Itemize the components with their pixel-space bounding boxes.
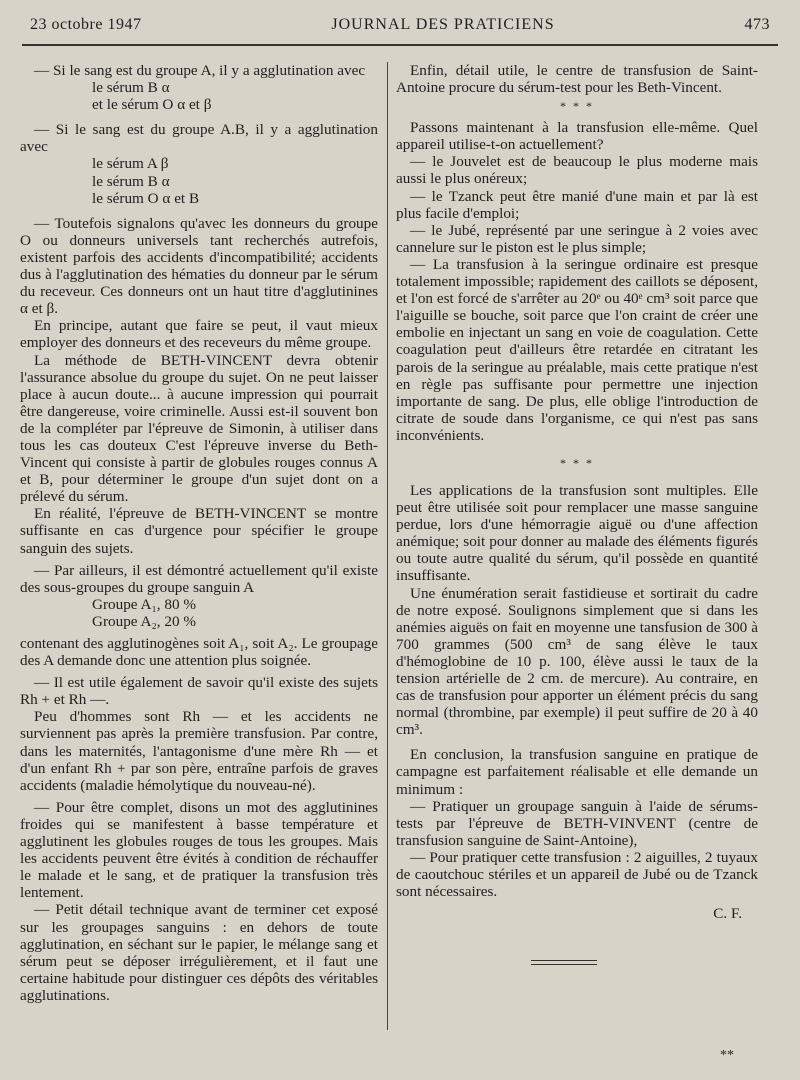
paragraph: — le Jouvelet est de beaucoup le plus moderne mais aussi le plus onéreux; [396, 153, 758, 188]
paragraph: En conclusion, la transfusion sanguine en pratique de campagne est parfaitement réalisable et elle demande un minimum : [396, 746, 758, 798]
paragraph: Une énumération serait fastidieuse et sortirait du cadre de notre exposé. Soulignons simplement que si dans les anémies aiguës on fait en moyenne une tansfusion de 300 à 700 grammes (500 cm³ de sang élève le taux d'hémoglobine de 10 p. 100, élève aussi le taux de la tension artérielle de 2 cm. de mercure). Au contraire, en cas de transfusion pour apporter un élément précis du sang normal (thrombine, par exemple) il peut suffire de 20 à 40 cm³. [396, 584, 758, 739]
paragraph: — Pratiquer un groupage sanguin à l'aide de sérums-tests par l'épreuve de BETH-VINVENT (centre de transfusion sanguine de Saint-Antoine), [396, 797, 758, 849]
section-stars: * * * [560, 99, 594, 114]
paragraph: En réalité, l'épreuve de BETH-VINCENT se montre suffisante en cas d'urgence pour spécifier le groupe sanguin des sujets. [20, 505, 378, 557]
paragraph: Les applications de la transfusion sont multiples. Elle peut être utilisée soit pour remplacer une masse sanguine perdue, lors d'une hémorragie aiguë ou d'une affection anémique; soit pour donner au malade des éléments figurés ou toute autre qualité du sérum, qu'il possède en quantité insuffisante. [396, 481, 758, 585]
section-stars: * * * [560, 455, 594, 470]
serum-line: le sérum B α [92, 79, 170, 97]
paragraph: La méthode de BETH-VINCENT devra obtenir l'assurance absolue du groupe du sujet. On ne peut laisser place à aucun doute... à aucune impression qui pourrait être dangereuse, voire criminelle. Aussi est-il souvent bon de la compléter par l'épreuve de Simonin, à utiliser dans tous les cas douteux C'est l'épreuve inverse du Beth-Vincent qui consiste à partir de globules rouges connus A et B, pour déterminer le groupe d'un sujet dont on a prélevé du sérum. [20, 351, 378, 506]
paragraph: Enfin, détail utile, le centre de transfusion de Saint-Antoine procure du sérum-test pour les Beth-Vincent. [396, 62, 758, 97]
paragraph: Passons maintenant à la transfusion elle-même. Quel appareil utilise-t-on actuellement? [396, 119, 758, 154]
paragraph: contenant des agglutinogènes soit A₁, soit A₂. Le groupage des A demande donc une attention plus soignée. [20, 635, 378, 670]
paragraph: — Petit détail technique avant de terminer cet exposé sur les groupages sanguins : en dehors de toute agglutination, en séchant sur le papier, le mélange sang et sérum peut se déposer irrégulièrement, et il faut une certaine habitude pour distinguer ces dépôts des véritables agglutinations. [20, 901, 378, 1004]
subgroup-line: Groupe A₁, 80 % [92, 595, 196, 613]
issue-date: 23 octobre 1947 [30, 16, 142, 33]
serum-line: le sérum B α [92, 172, 170, 190]
end-rule [531, 960, 597, 961]
column-divider [387, 62, 388, 1030]
page-header [30, 16, 770, 42]
header-rule [22, 44, 778, 46]
serum-line: et le sérum O α et β [92, 96, 212, 114]
paragraph: — Pour être complet, disons un mot des agglutinines froides qui se manifestent à basse température et agglutinent les globules rouges de tous les groupes. Mais les accidents peuvent être évités à condition de réchauffer le malade et le sang, et de pratiquer la transfusion très lentement. [20, 798, 378, 902]
author-signature: C. F. [713, 905, 742, 923]
serum-line: le sérum A β [92, 155, 169, 173]
journal-title: JOURNAL DES PRATICIENS [331, 16, 555, 33]
paragraph: — le Jubé, représenté par une seringue à 2 voies avec cannelure sur le piston est le plus simple; [396, 221, 758, 256]
paragraph: — Si le sang est du groupe A, il y a agglutination avec [34, 62, 366, 79]
left-column [20, 62, 378, 1004]
paragraph: — Toutefois signalons qu'avec les donneurs du groupe O ou donneurs universels tant recherchés autrefois, existent parfois des accidents d'incompatibilité; accidents dus à l'agglutination des hématies du donneur par le sérum du receveur. Ces donneurs ont un haut titre d'agglutinines α et β. [20, 214, 378, 318]
paragraph: — Par ailleurs, il est démontré actuellement qu'il existe des sous-groupes du groupe sanguin A [20, 561, 378, 596]
subgroup-line: Groupe A₂, 20 % [92, 612, 196, 630]
paragraph: — Si le sang est du groupe A.B, il y a agglutination avec [20, 121, 378, 156]
paragraph: — Il est utile également de savoir qu'il existe des sujets Rh + et Rh —. [20, 674, 378, 709]
corner-mark: ** [720, 1048, 734, 1063]
paragraph: Peu d'hommes sont Rh — et les accidents ne surviennent pas après la première transfusion. Par contre, dans les maternités, l'antagonisme d'une mère Rh — et d'un enfant Rh + par son père, entraîne parfois de graves accidents (maladie hémolytique du nouveau-né). [20, 708, 378, 794]
end-rule [531, 964, 597, 965]
right-column [396, 62, 758, 922]
serum-line: le sérum O α et B [92, 189, 200, 207]
paragraph: — La transfusion à la seringue ordinaire est presque totalement impossible; rapidement des caillots se déposent, et l'on est forcé de s'arrêter au 20ᵉ ou 40ᵉ cm³ soit parce que l'aiguille se bouche, soit parce que l'on craint de créer une embolie en injectant un sang en voie de coagulation. Cette coagulation peut d'ailleurs être retardée en citratant les parois de la seringue au préalable, mais cette pratique n'est en règle pas suffisante pour permettre une injection importante de sang. De plus, elle oblige l'introduction de citrate de soude dans l'organisme, ce qui n'est pas sans inconvénients. [396, 255, 758, 444]
paragraph: En principe, autant que faire se peut, il vaut mieux employer des donneurs et des receveurs du même groupe. [20, 317, 378, 352]
paragraph: — Pour pratiquer cette transfusion : 2 aiguilles, 2 tuyaux de caoutchouc stériles et un appareil de Jubé ou de Tzanck sont nécessaires. [396, 848, 758, 901]
page-number: 473 [744, 16, 770, 33]
paragraph: — le Tzanck peut être manié d'une main et par là est plus facile d'emploi; [396, 187, 758, 222]
